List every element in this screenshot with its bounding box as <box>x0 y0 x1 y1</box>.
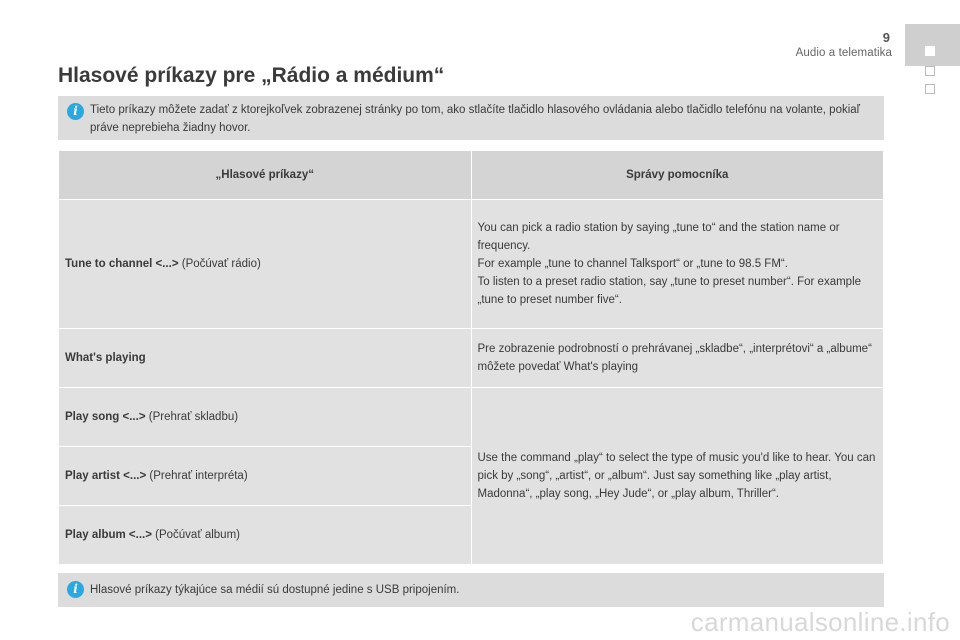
table-header-row <box>59 151 884 200</box>
shared-response-cell: Use the command „play“ to select the type of music you'd like to hear. You can pick by „song“, „artist“, or „album“. Just say something like „play artist, Madonna“, „play song, „Hey Jude“, or „play album, Thriller“. <box>471 388 884 565</box>
voice-commands-table <box>58 150 884 565</box>
command-cell <box>59 388 472 447</box>
page-number: 9 <box>882 30 890 45</box>
chapter-tab-marker <box>925 46 935 56</box>
command-cell <box>59 506 472 565</box>
header-voice-commands: „Hlasové príkazy“ <box>59 151 472 200</box>
section-title: Audio a telematika <box>795 47 892 59</box>
header-assistant-messages: Správy pomocníka <box>471 151 884 200</box>
response-line: For example „tune to channel Talksport“ or „tune to 98.5 FM“. <box>477 258 788 270</box>
info-note-bottom <box>58 573 884 607</box>
command-name: Play artist <...> <box>65 470 147 482</box>
command-name: Play song <...> <box>65 411 146 423</box>
command-cell <box>59 200 472 329</box>
command-name: What's playing <box>65 352 146 364</box>
info-icon: i <box>67 103 84 120</box>
response-cell <box>471 200 884 329</box>
command-cell <box>59 329 472 388</box>
chapter-tab-box-1 <box>925 66 935 76</box>
info-icon: i <box>67 581 84 598</box>
command-name: Play album <...> <box>65 529 152 541</box>
table-row <box>59 329 884 388</box>
watermark: carmanualsonline.info <box>690 607 950 637</box>
info-note-bottom-text: Hlasové príkazy týkajúce sa médií sú dostupné jedine s USB pripojením. <box>90 584 460 596</box>
chapter-tab <box>905 24 960 66</box>
chapter-tab-box-2 <box>925 84 935 94</box>
command-note: (Prehrať skladbu) <box>148 411 239 423</box>
table-row <box>59 388 884 447</box>
response-cell: Pre zobrazenie podrobností o prehrávanej „skladbe“, „interprétovi“ a „albume“ môžete povedať What's playing <box>471 329 884 388</box>
table-row <box>59 200 884 329</box>
response-line: To listen to a preset radio station, say „tune to preset number“. For example „tune to preset number five“. <box>477 276 862 306</box>
page-title: Hlasové príkazy pre „Rádio a médium“ <box>58 64 445 87</box>
command-name: Tune to channel <...> <box>65 258 179 270</box>
info-note-top-text: Tieto príkazy môžete zadať z ktorejkoľvek zobrazenej stránky po tom, ako stlačíte tlačidlo hlasového ovládania alebo tlačidlo telefónu na volante, pokiaľ práve neprebieha žiadny hovor. <box>90 104 861 134</box>
command-note: (Počúvať album) <box>155 529 240 541</box>
command-cell <box>59 447 472 506</box>
response-line: You can pick a radio station by saying „tune to“ and the station name or frequency. <box>477 222 840 252</box>
command-note: (Počúvať rádio) <box>181 258 261 270</box>
info-note-top <box>58 96 884 140</box>
command-note: (Prehrať interpréta) <box>149 470 248 482</box>
